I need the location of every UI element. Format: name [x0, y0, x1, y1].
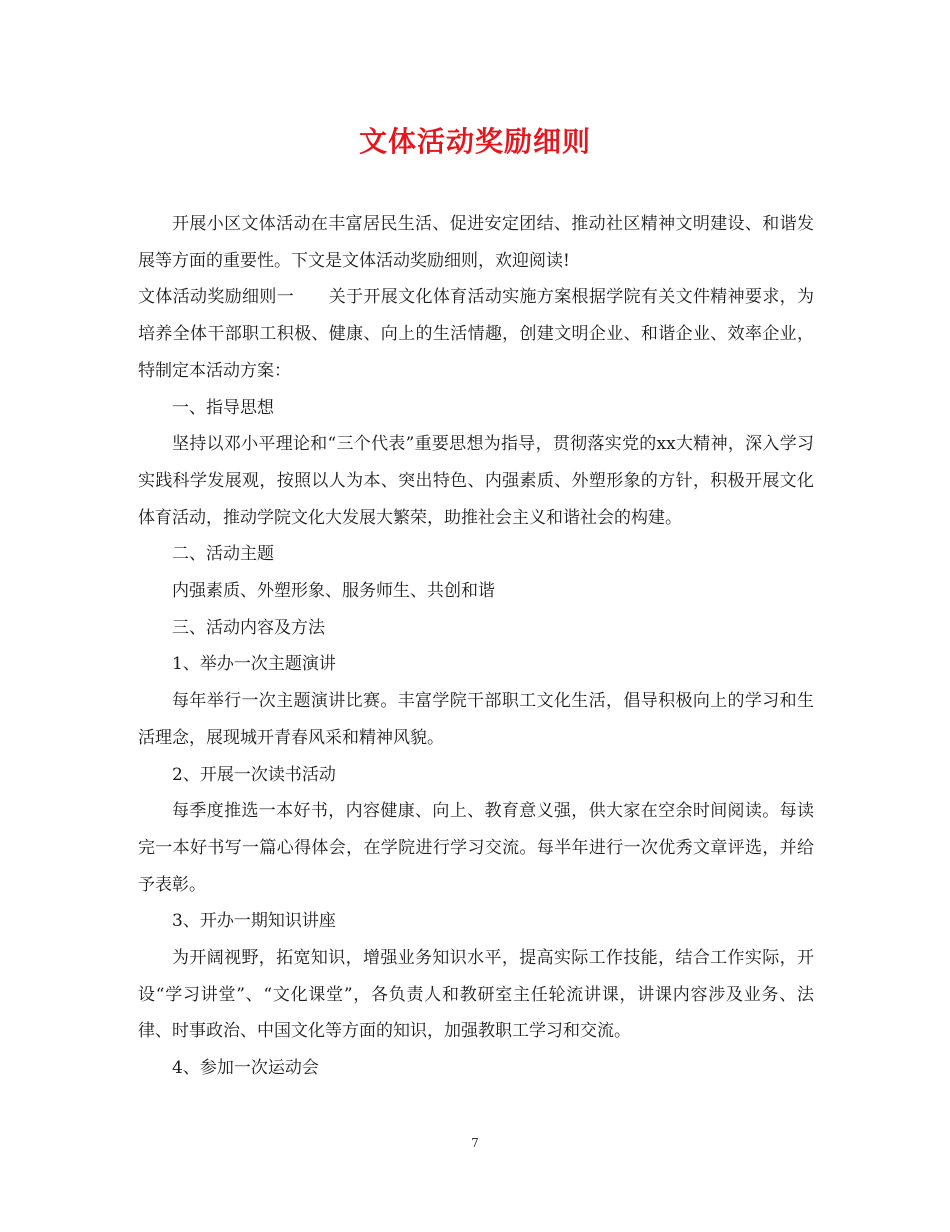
- item-heading-lecture: 3、开办一期知识讲座: [172, 911, 336, 932]
- document-body: [138, 206, 814, 1087]
- section-heading-content-methods: 三、活动内容及方法: [172, 617, 325, 638]
- item-heading-reading: 2、开展一次读书活动: [172, 764, 336, 785]
- paragraph-intro: 开展小区文体活动在丰富居民生活、促进安定团结、推动社区精神文明建设、和谐发展等方面的重要性。下文是文体活动奖励细则，欢迎阅读!: [138, 214, 814, 271]
- paragraph-guiding-ideology: 坚持以邓小平理论和“三个代表”重要思想为指导，贯彻落实党的xx大精神，深入学习实践科学发展观，按照以人为本、突出特色、内强素质、外塑形象的方针，积极开展文化体育活动，推动学院文化大发展大繁荣，助推社会主义和谐社会的构建。: [138, 434, 814, 528]
- paragraph-activity-theme: 内强素质、外塑形象、服务师生、共创和谐: [172, 581, 495, 602]
- document-title: 文体活动奖励细则: [358, 125, 591, 158]
- item-heading-sports-meet: 4、参加一次运动会: [172, 1058, 319, 1079]
- item-heading-speech: 1、举办一次主题演讲: [172, 654, 336, 675]
- paragraph-reading: 每季度推选一本好书，内容健康、向上、教育意义强，供大家在空余时间阅读。每读完一本好书写一篇心得体会，在学院进行学习交流。每半年进行一次优秀文章评选，并给予表彰。: [138, 801, 814, 895]
- paragraph-speech: 每年举行一次主题演讲比赛。丰富学院干部职工文化生活，倡导积极向上的学习和生活理念，展现城开青春风采和精神风貌。: [138, 691, 814, 748]
- page-number: 7: [471, 1136, 479, 1150]
- section-heading-activity-theme: 二、活动主题: [172, 544, 274, 565]
- section-heading-guiding-ideology: 一、指导思想: [172, 397, 274, 418]
- paragraph-lecture: 为开阔视野，拓宽知识，增强业务知识水平，提高实际工作技能，结合工作实际，开设“学习讲堂”、“文化课堂”，各负责人和教研室主任轮流讲课，讲课内容涉及业务、法律、时事政治、中国文化等方面的知识，加强教职工学习和交流。: [138, 948, 814, 1042]
- paragraph-rule-one-heading: 文体活动奖励细则一 关于开展文化体育活动实施方案根据学院有关文件精神要求，为培养全体干部职工积极、健康、向上的生活情趣，创建文明企业、和谐企业、效率企业，特制定本活动方案：: [138, 287, 814, 381]
